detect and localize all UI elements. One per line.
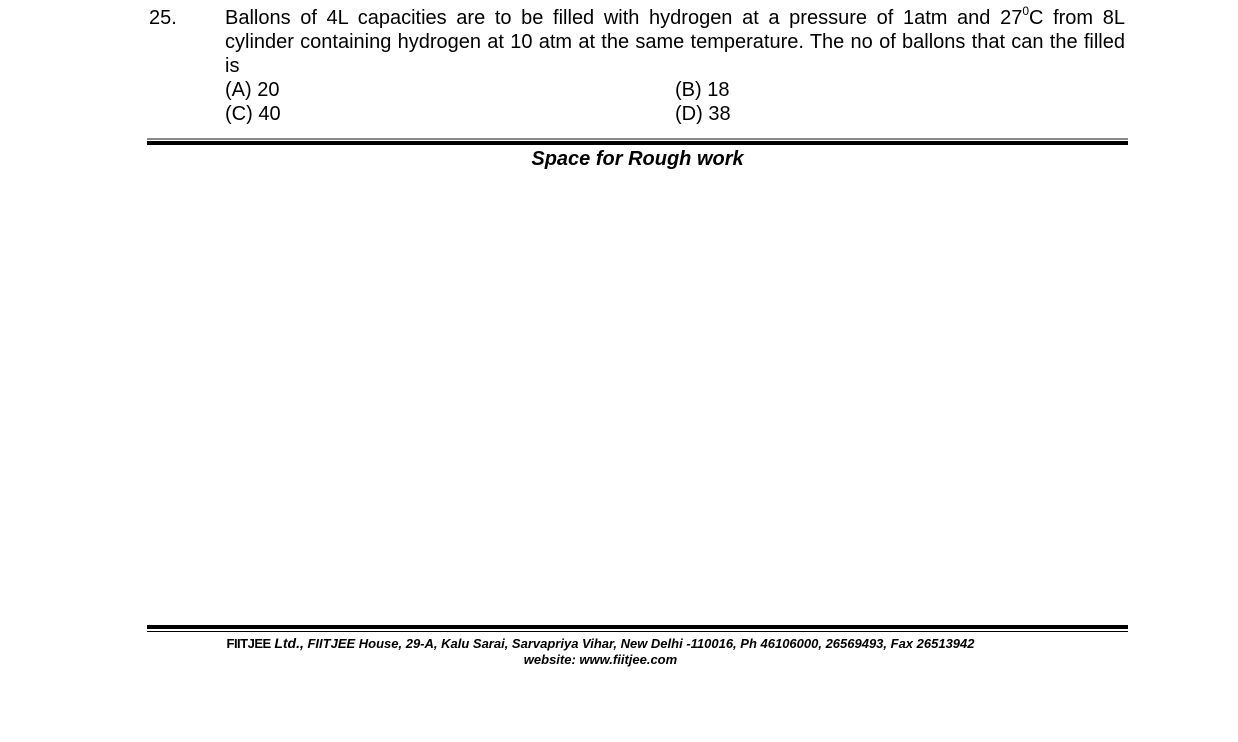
question-number: 25.	[149, 7, 177, 29]
option-a: (A) 20	[225, 79, 280, 101]
bottom-divider-thin-line	[147, 631, 1128, 632]
top-divider-thick-line	[147, 141, 1128, 145]
footer-address-line	[147, 635, 1054, 652]
question-text-part2: C from 8L cylinder containing hydrogen at 10 atm at the same temperature. The no of ballons that can the filled is	[225, 7, 1125, 77]
page-footer	[147, 635, 1054, 668]
footer-website: website: www.fiitjee.com	[523, 652, 678, 667]
question-text-part1: Ballons of 4L capacities are to be filled with hydrogen at a pressure of 1atm and 27	[225, 7, 1023, 29]
degree-superscript: 0	[1022, 4, 1029, 19]
footer-brand: FIITJEE	[226, 636, 271, 651]
option-c: (C) 40	[225, 103, 281, 125]
rough-work-heading: Space for Rough work	[531, 148, 744, 170]
top-divider	[147, 138, 1128, 146]
bottom-divider-thick-line	[147, 625, 1128, 629]
question-text	[225, 6, 1125, 78]
footer-address: FIITJEE House, 29-A, Kalu Sarai, Sarvapriya Vihar, New Delhi -110016, Ph 46106000, 26569493, Fax 26513942	[307, 636, 975, 651]
bottom-divider	[147, 625, 1128, 633]
footer-ltd: Ltd.,	[274, 635, 304, 651]
option-b: (B) 18	[675, 79, 730, 101]
answer-options	[225, 78, 1125, 126]
question-body	[225, 6, 1125, 126]
top-divider-thin-line	[147, 138, 1128, 140]
option-d: (D) 38	[675, 103, 731, 125]
